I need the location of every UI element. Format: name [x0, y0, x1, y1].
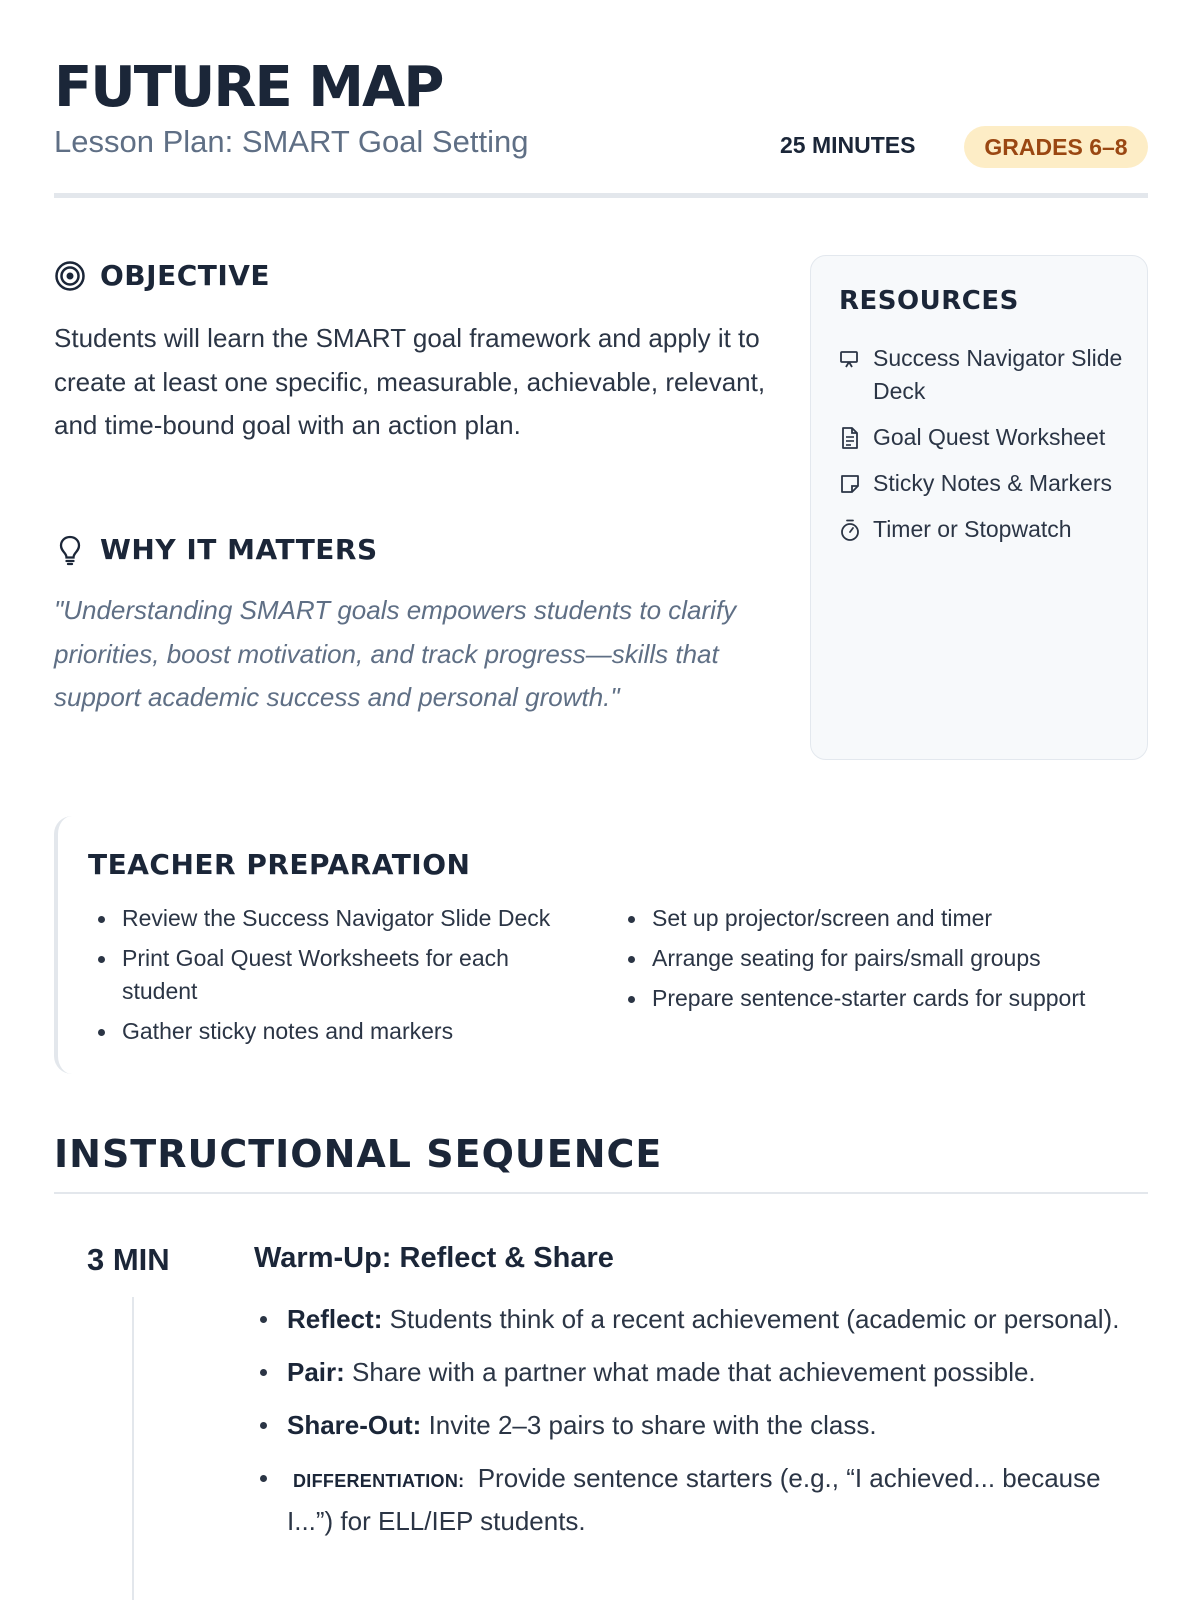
activity-item	[254, 1405, 1134, 1445]
timer-icon	[839, 513, 865, 546]
step-title: Warm-Up: Reflect & Share	[254, 1242, 614, 1274]
activity-text: Students think of a recent achievement (academic or personal).	[389, 1304, 1120, 1334]
prep-list-right	[618, 902, 1138, 1022]
resource-item	[839, 467, 1139, 500]
why-heading-label: WHY IT MATTERS	[100, 533, 378, 566]
sticky-note-icon	[839, 467, 865, 500]
prep-item: Print Goal Quest Worksheets for each student	[88, 942, 588, 1008]
step-activity-list	[254, 1299, 1134, 1554]
resource-item	[839, 513, 1139, 546]
activity-label: Pair:	[287, 1357, 345, 1387]
resource-item	[839, 342, 1139, 408]
sequence-divider	[54, 1192, 1148, 1194]
differentiation-tag: DIFFERENTIATION:	[293, 1471, 465, 1491]
presentation-icon	[839, 342, 865, 375]
objective-heading	[54, 259, 270, 292]
page-subtitle: Lesson Plan: SMART Goal Setting	[54, 124, 529, 159]
target-icon	[54, 260, 86, 292]
objective-text: Students will learn the SMART goal framework and apply it to create at least one specific, measurable, achievable, relevant, and time-bound goal with an action plan.	[54, 323, 766, 440]
differentiation-item	[254, 1458, 1134, 1541]
objective-heading-label: OBJECTIVE	[100, 259, 271, 292]
resources-panel	[810, 255, 1148, 760]
prep-item: Prepare sentence-starter cards for support	[618, 982, 1138, 1015]
activity-label: Reflect:	[287, 1304, 383, 1334]
step-timeline-line	[132, 1297, 134, 1600]
activity-label: Share-Out:	[287, 1410, 422, 1440]
prep-item: Set up projector/screen and timer	[618, 902, 1138, 935]
step-time: 3 MIN	[87, 1242, 170, 1277]
prep-item: Review the Success Navigator Slide Deck	[88, 902, 588, 935]
resource-label: Timer or Stopwatch	[873, 516, 1072, 542]
header-divider	[54, 193, 1148, 198]
grade-badge: GRADES 6–8	[964, 126, 1148, 168]
document-icon	[839, 421, 865, 454]
activity-text: Invite 2–3 pairs to share with the class.	[428, 1410, 877, 1440]
prep-item: Arrange seating for pairs/small groups	[618, 942, 1138, 975]
resource-item	[839, 421, 1139, 454]
why-quote: "Understanding SMART goals empowers students to clarify priorities, boost motivation, and track progress—skills that support academic success and personal growth."	[54, 595, 737, 712]
activity-item	[254, 1352, 1134, 1392]
resource-label: Goal Quest Worksheet	[873, 424, 1106, 450]
prep-list-left	[88, 902, 588, 1055]
activity-item	[254, 1299, 1134, 1339]
teacher-preparation-heading: TEACHER PREPARATION	[88, 848, 471, 881]
lightbulb-icon	[54, 534, 86, 566]
differentiation-text: Provide sentence starters (e.g., “I achieved... because I...”) for ELL/IEP students.	[287, 1463, 1101, 1536]
why-heading	[54, 533, 378, 566]
activity-text: Share with a partner what made that achievement possible.	[352, 1357, 1036, 1387]
duration-label: 25 MINUTES	[780, 132, 916, 158]
instructional-sequence-heading: INSTRUCTIONAL SEQUENCE	[54, 1132, 663, 1176]
prep-item: Gather sticky notes and markers	[88, 1015, 588, 1048]
resources-list	[839, 342, 1139, 559]
resources-heading: RESOURCES	[839, 286, 1019, 316]
teacher-preparation-panel	[54, 816, 1148, 1074]
resource-label: Success Navigator Slide Deck	[873, 345, 1123, 404]
resource-label: Sticky Notes & Markers	[873, 470, 1112, 496]
page-title: FUTURE MAP	[54, 55, 443, 120]
